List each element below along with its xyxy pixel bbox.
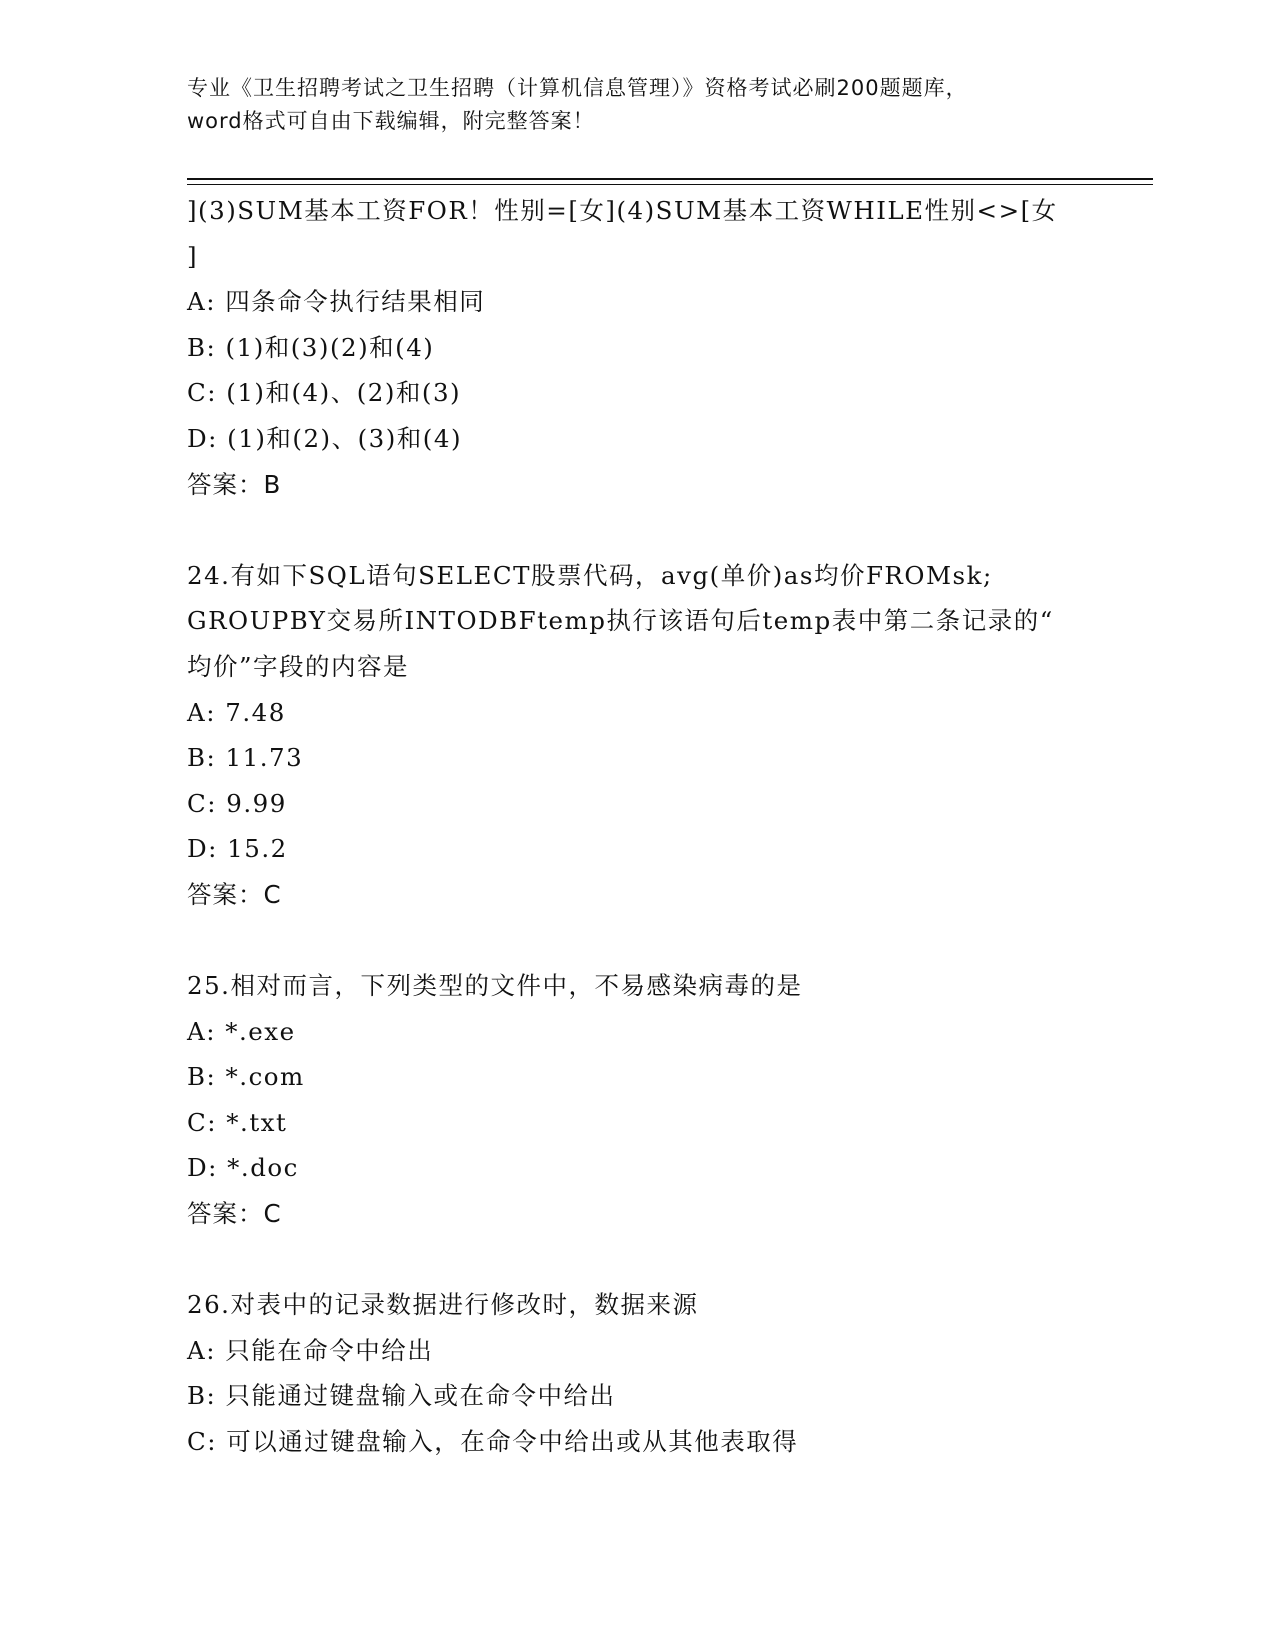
option-d: D: *.doc bbox=[187, 1153, 299, 1183]
question-list bbox=[187, 188, 1087, 1465]
option-b: B: *.com bbox=[187, 1062, 305, 1092]
option-d: D: (1)和(2)、(3)和(4) bbox=[187, 423, 463, 453]
question-spacer bbox=[187, 507, 1087, 553]
option-c: C: 可以通过键盘输入，在命令中给出或从其他表取得 bbox=[187, 1427, 799, 1457]
option-b: B: 只能通过键盘输入或在命令中给出 bbox=[187, 1381, 616, 1411]
question-spacer bbox=[187, 918, 1087, 964]
header-rule-thin bbox=[187, 184, 1153, 185]
question-stem-line: GROUPBY交易所INTODBFtemp执行该语句后temp表中第二条记录的“ bbox=[187, 606, 1054, 636]
question-26 bbox=[187, 1282, 1087, 1464]
option-b: B: 11.73 bbox=[187, 743, 304, 773]
question-spacer bbox=[187, 1237, 1087, 1283]
question-stem-line: 24.有如下SQL语句SELECT股票代码，avg(单价)as均价FROMsk; bbox=[187, 560, 993, 590]
option-a: A: *.exe bbox=[187, 1016, 296, 1046]
question-25 bbox=[187, 963, 1087, 1237]
document-header bbox=[187, 72, 1067, 138]
question-stem-line: ](3)SUM基本工资FOR！性别=[女](4)SUM基本工资WHILE性别<>[女 bbox=[187, 196, 1058, 225]
option-b: B: (1)和(3)(2)和(4) bbox=[187, 332, 435, 362]
question-stem-line: ] bbox=[187, 241, 199, 271]
header-line-1: 专业《卫生招聘考试之卫生招聘（计算机信息管理）》资格考试必刷200题题库， bbox=[187, 76, 968, 100]
option-a: A: 7.48 bbox=[187, 697, 286, 727]
answer-label: 答案：B bbox=[187, 469, 282, 499]
option-c: C: (1)和(4)、(2)和(3) bbox=[187, 378, 462, 408]
question-stem-line: 均价”字段的内容是 bbox=[187, 651, 410, 681]
question-23-continued bbox=[187, 188, 1087, 507]
answer-label: 答案：C bbox=[187, 1199, 282, 1229]
option-d: D: 15.2 bbox=[187, 834, 288, 864]
question-stem-line: 25.相对而言，下列类型的文件中，不易感染病毒的是 bbox=[187, 971, 803, 1001]
option-a: A: 只能在命令中给出 bbox=[187, 1335, 434, 1365]
answer-label: 答案：C bbox=[187, 879, 282, 909]
question-24 bbox=[187, 553, 1087, 918]
question-stem-line: 26.对表中的记录数据进行修改时，数据来源 bbox=[187, 1290, 699, 1320]
header-line-2: word格式可自由下载编辑，附完整答案！ bbox=[187, 109, 595, 133]
header-rule-thick bbox=[187, 178, 1153, 180]
option-c: C: *.txt bbox=[187, 1107, 288, 1137]
option-a: A: 四条命令执行结果相同 bbox=[187, 287, 486, 317]
option-c: C: 9.99 bbox=[187, 788, 287, 818]
